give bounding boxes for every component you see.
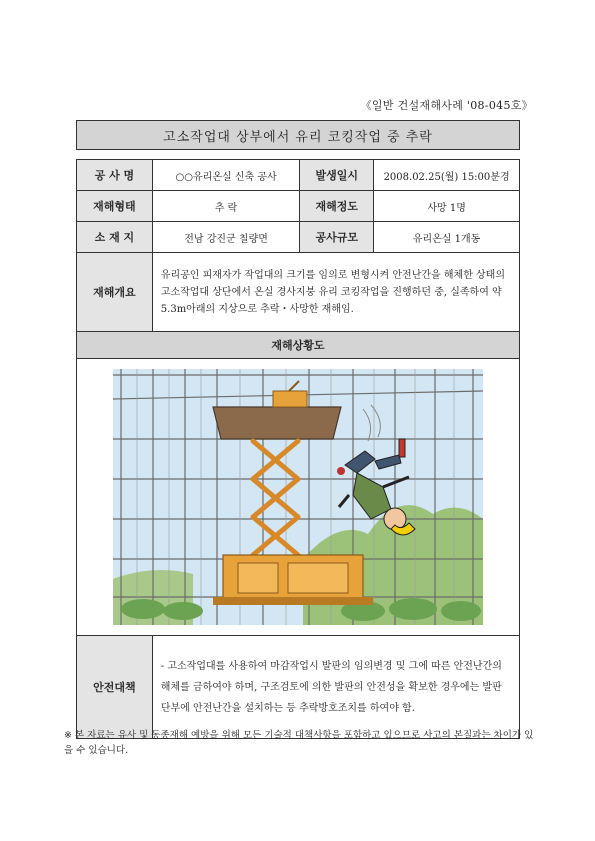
lift-chassis [213,597,373,605]
summary-text: 유리공인 피재자가 작업대의 크기를 임의로 변형시켜 안전난간을 해체한 상태의 고소작업대 상단에서 온실 경사지붕 유리 코킹작업을 진행하던 중, 실족하여 약 5.3m아래의 지상으로 추락・사망한 재해임. [152,253,519,332]
case-reference: 《일반 건설재해사례 '08-045호》 [360,99,533,112]
footnote: ※ 본 자료는 유사 및 동종재해 예방을 위해 모든 기술적 대책사항을 포함하고 있으므로 사고의 본질과는 차이가 있을 수 있습니다. [64,730,534,756]
project-label: 공 사 명 [77,160,153,191]
date-value: 2008.02.25(월) 15:00분경 [374,160,520,191]
type-label: 재해형태 [77,191,153,222]
lift-control-box [273,391,307,407]
project-value: ○○유리온실 신축 공사 [152,160,300,191]
severity-value: 사망 1명 [374,191,520,222]
fall-accident-illustration [113,369,483,625]
summary-label: 재해개요 [77,253,153,332]
location-label: 소 재 지 [77,222,153,253]
type-value: 추 락 [152,191,300,222]
location-value: 전남 강진군 칠량면 [152,222,300,253]
measures-label: 안전대책 [77,636,153,739]
severity-label: 재해정도 [300,191,374,222]
scale-value: 유리온실 1개동 [374,222,520,253]
date-label: 발생일시 [300,160,374,191]
caulking-gun-icon [399,439,405,457]
page-title: 고소작업대 상부에서 유리 코킹작업 중 추락 [76,120,520,150]
measures-text: - 고소작업대를 사용하여 마감작업시 발판의 임의변경 및 그에 따른 안전난간의 해체를 금하여야 하며, 구조검토에 의한 발판의 안전성을 확보한 경우에는 발판단부에 안전난간을 설치하는 등 추락방호조치를 하여야 함. [152,636,519,739]
situation-heading: 재해상황도 [77,332,520,359]
situation-figure-cell [77,359,520,636]
scale-label: 공사규모 [300,222,374,253]
accident-info-table [76,159,520,739]
work-platform [213,407,341,439]
